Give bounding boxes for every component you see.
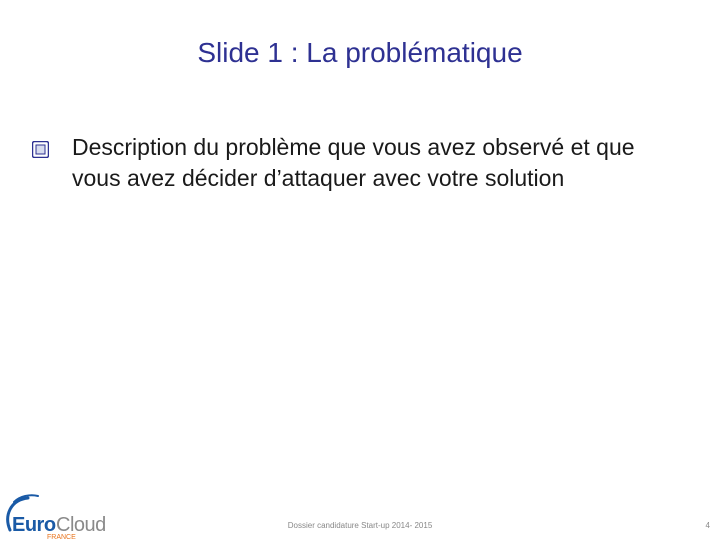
svg-text:Cloud: Cloud xyxy=(56,514,106,536)
bullet-list xyxy=(30,132,680,194)
svg-text:Euro: Euro xyxy=(12,514,56,536)
slide-title: Slide 1 : La problématique xyxy=(197,37,523,68)
checkbox-bullet-icon xyxy=(32,141,49,158)
eurocloud-logo xyxy=(0,488,120,540)
svg-text:FRANCE: FRANCE xyxy=(47,534,76,540)
bullet-item xyxy=(30,132,680,194)
footer-text: Dossier candidature Start-up 2014- 2015 xyxy=(287,521,433,530)
bullet-text: Description du problème que vous avez observé et que vous avez décider d’attaquer avec votre solution xyxy=(72,134,635,191)
page-number: 4 xyxy=(705,521,710,530)
